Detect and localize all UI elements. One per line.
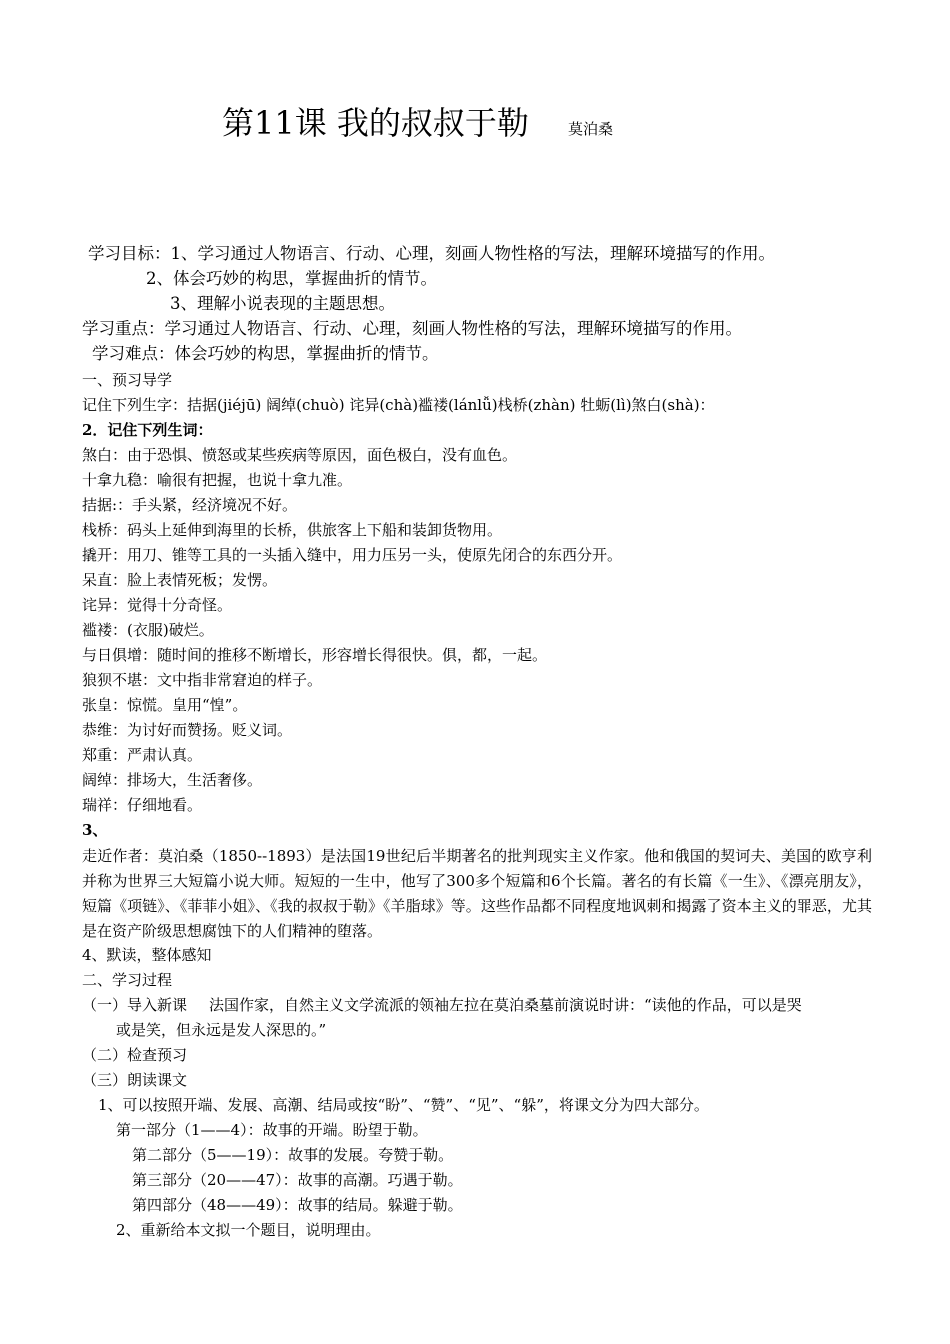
section-heading-preview: 一、预习导学 [82, 371, 173, 389]
author-name: 莫泊桑 [568, 120, 614, 138]
word-item: 狼狈不堪：文中指非常窘迫的样子。 [82, 671, 323, 689]
word-item: 栈桥：码头上延伸到海里的长桥，供旅客上下船和装卸货物用。 [82, 521, 503, 539]
question-2: 2、重新给本文拟一个题目，说明理由。 [116, 1221, 381, 1239]
word-item: 瑞祥：仔细地看。 [82, 796, 203, 814]
word-item: 拮据:：手头紧，经济境况不好。 [82, 496, 298, 514]
part-item: 第四部分（48——49）：故事的结局。躲避于勒。 [132, 1196, 463, 1214]
vocab-chars: 记住下列生字：拮据(jiéjū) 阔绰(chuò) 诧异(chà)褴褛(lánlǚ)栈桥(zhàn) 牡蛎(lì)煞白(shà)： [82, 396, 715, 414]
difficulty: 学习难点：体会巧妙的构思，掌握曲折的情节。 [92, 344, 439, 363]
item-3-label: 3、 [82, 821, 108, 839]
item-4: 4、默读，整体感知 [82, 946, 212, 964]
word-item: 诧异：觉得十分奇怪。 [82, 596, 233, 614]
author-intro: 走近作者：莫泊桑（1850--1893）是法国19世纪后半期著名的批判现实主义作家。他和俄国的契诃夫、美国的欧亨利并称为世界三大短篇小说大师。短短的一生中，他写了300多个短篇和6个长篇。著名的有长篇《一生》、《漂亮朋友》，短篇《项链》、《菲菲小姐》、《我的叔叔于勒》《羊脂球》等。这些作品都不同程度地讽刺和揭露了资本主义的罪恶，尤其是在资产阶级思想腐蚀下的人们精神的堕落。 [82, 847, 872, 940]
intro-text: 法国作家，自然主义文学流派的领袖左拉在莫泊桑墓前演说时讲：“读他的作品，可以是哭 [209, 996, 802, 1014]
title-row [222, 98, 613, 144]
word-item: 呆直：脸上表情死板；发愣。 [82, 571, 278, 589]
key-point: 学习重点：学习通过人物语言、行动、心理，刻画人物性格的写法，理解环境描写的作用。 [82, 319, 742, 338]
goal-2: 2、体会巧妙的构思，掌握曲折的情节。 [146, 269, 437, 288]
word-item: 与日俱增：随时间的推移不断增长，形容增长得很快。俱，都，一起。 [82, 646, 548, 664]
word-item: 恭维：为讨好而赞扬。贬义词。 [82, 721, 293, 739]
read-text: （三）朗读课文 [82, 1071, 188, 1089]
part-item: 第一部分（1——4）：故事的开端。盼望于勒。 [116, 1121, 428, 1139]
section-heading-process: 二、学习过程 [82, 971, 173, 989]
word-item: 撬开：用刀、锥等工具的一头插入缝中，用力压另一头，使原先闭合的东西分开。 [82, 546, 623, 564]
words-heading: 2．记住下列生词： [82, 421, 213, 439]
word-item: 阔绰：排场大，生活奢侈。 [82, 771, 263, 789]
word-item: 褴褛：(衣服)破烂。 [82, 621, 214, 639]
word-item: 十拿九稳：喻很有把握，也说十拿九准。 [82, 471, 353, 489]
part-item: 第二部分（5——19）：故事的发展。夸赞于勒。 [132, 1146, 454, 1164]
word-item: 张皇：惊慌。皇用“惶”。 [82, 696, 248, 714]
page-title: 第11课 我的叔叔于勒 [222, 104, 529, 142]
goal-3: 3、理解小说表现的主题思想。 [170, 294, 395, 313]
part-item: 第三部分（20——47）：故事的高潮。巧遇于勒。 [132, 1171, 463, 1189]
goal-1: 学习目标：1、学习通过人物语言、行动、心理，刻画人物性格的写法，理解环境描写的作用。 [88, 244, 775, 263]
intro-line-1 [82, 994, 802, 1016]
word-item: 郑重：严肃认真。 [82, 746, 203, 764]
question-1: 1、可以按照开端、发展、高潮、结局或按“盼”、“赞”、“见”、“躲”，将课文分为四大部分。 [98, 1096, 709, 1114]
word-item: 煞白：由于恐惧、愤怒或某些疾病等原因，面色极白，没有血色。 [82, 446, 518, 464]
check-preview: （二）检查预习 [82, 1046, 188, 1064]
intro-line-2: 或是笑，但永远是发人深思的。” [116, 1021, 327, 1039]
intro-label: （一）导入新课 [82, 996, 188, 1014]
